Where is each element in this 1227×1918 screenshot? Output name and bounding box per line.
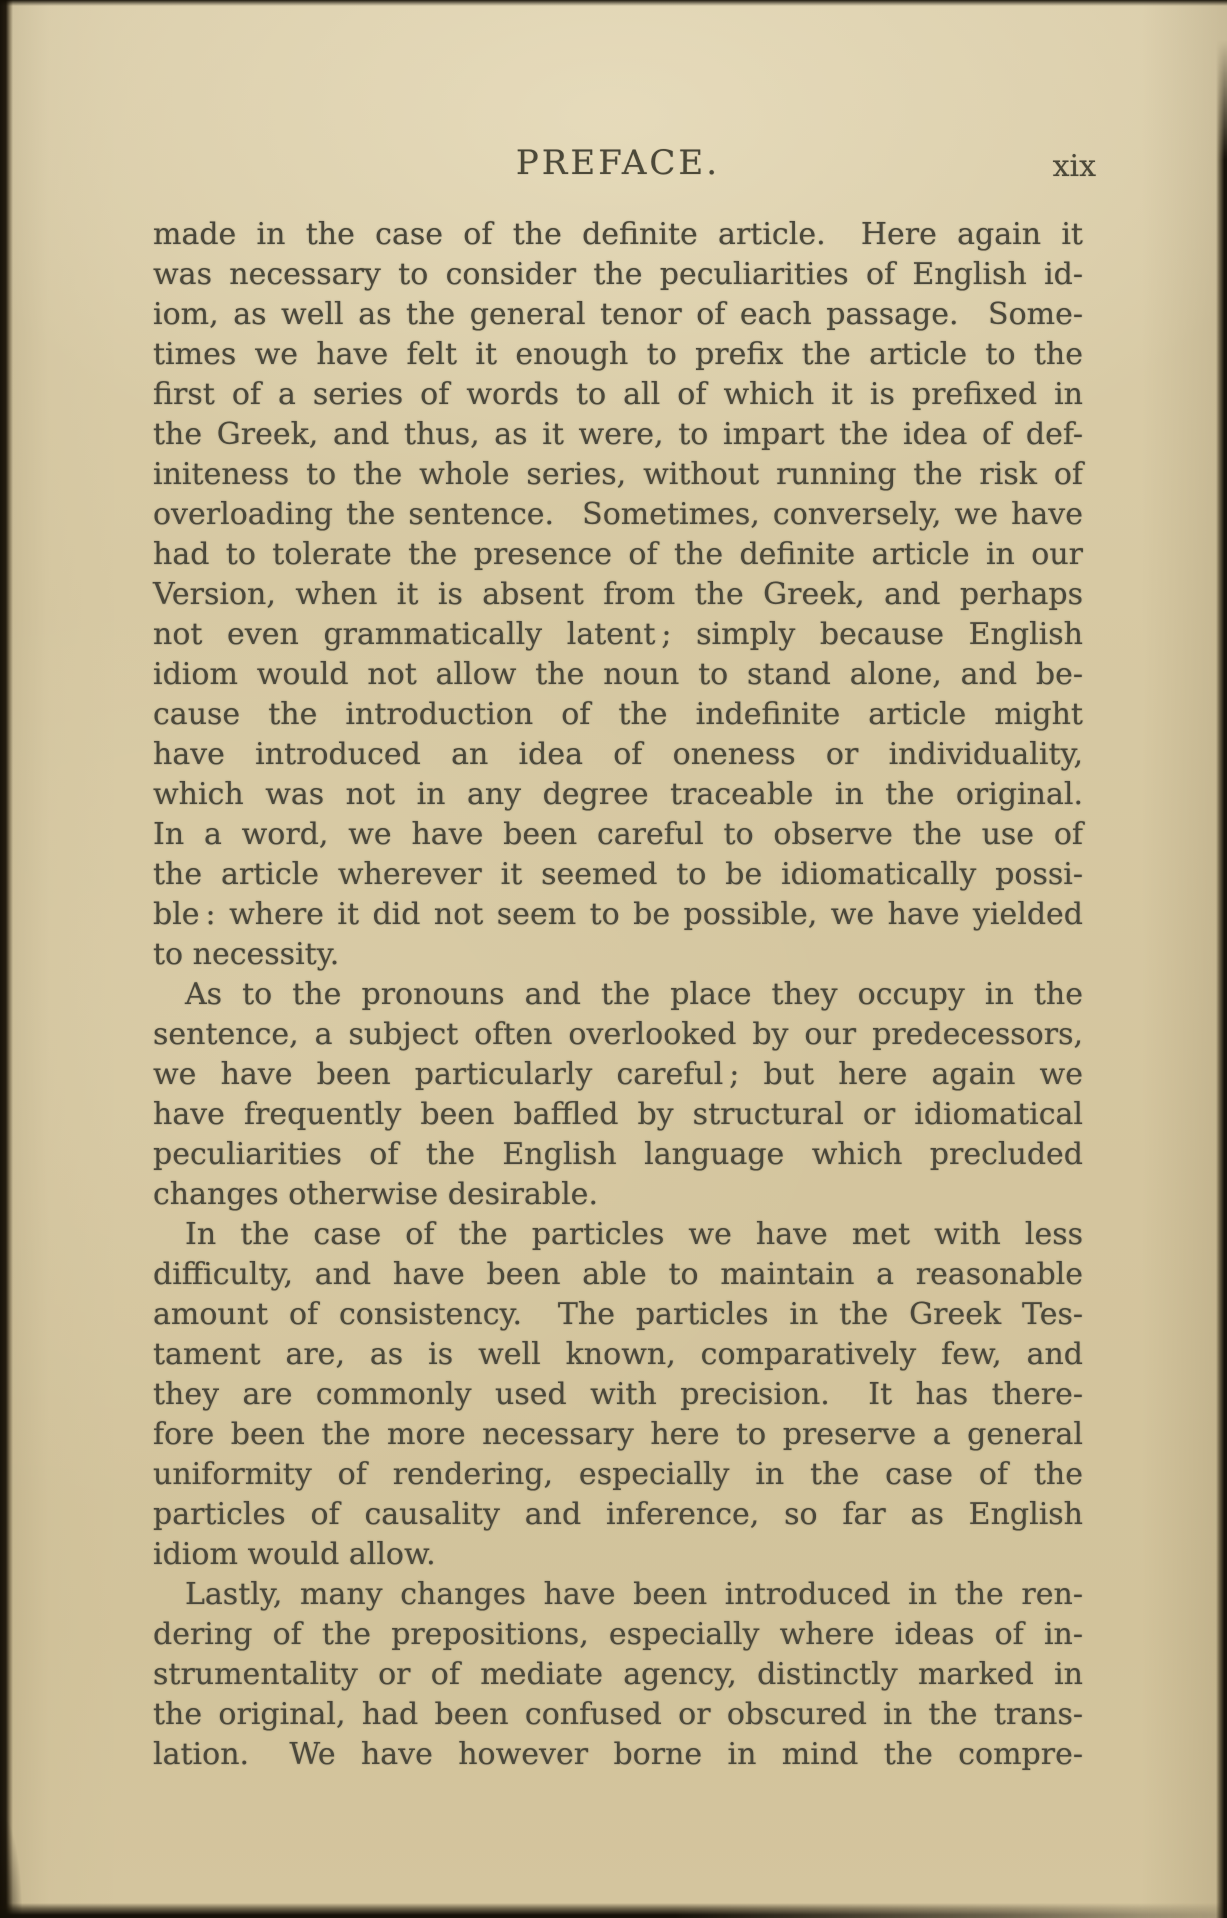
text-line: amount of consistency. The particles in the Greek Tes- [153, 1297, 1083, 1332]
scan-edge-top [0, 0, 1227, 6]
text-line: Version, when it is absent from the Greek, and perhaps [153, 577, 1083, 612]
text-line: lation. We have however borne in mind the compre- [153, 1737, 1083, 1772]
text-line: idiom would allow. [153, 1537, 436, 1572]
text-line: had to tolerate the presence of the definite article in our [153, 537, 1083, 572]
page-number: xix [1052, 149, 1096, 184]
text-line: uniformity of rendering, especially in the case of the [153, 1457, 1083, 1492]
text-line: the original, had been confused or obscured in the trans- [153, 1697, 1083, 1732]
text-line: initeness to the whole series, without running the risk of [153, 457, 1083, 492]
text-line: cause the introduction of the indefinite article might [153, 697, 1083, 732]
scan-edge-bottom [0, 1903, 1227, 1918]
text-line: to necessity. [153, 937, 340, 972]
text-line: not even grammatically latent ; simply because English [153, 617, 1083, 652]
text-line: In the case of the particles we have met with less [185, 1217, 1083, 1252]
text-block [153, 215, 1083, 1775]
text-line: particles of causality and inference, so far as English [153, 1497, 1083, 1532]
text-line: In a word, we have been careful to observe the use of [153, 817, 1083, 852]
text-line: sentence, a subject often overlooked by our predecessors, [153, 1017, 1083, 1052]
scan-corner-bottom-left [0, 1778, 30, 1918]
text-line: fore been the more necessary here to preserve a general [153, 1417, 1083, 1452]
text-line: the Greek, and thus, as it were, to impart the idea of def- [153, 417, 1083, 452]
text-line: first of a series of words to all of which it is prefixed in [153, 377, 1083, 412]
text-line: which was not in any degree traceable in the original. [153, 777, 1083, 812]
text-line: Lastly, many changes have been introduced in the ren- [185, 1577, 1083, 1612]
text-line: idiom would not allow the noun to stand alone, and be- [153, 657, 1083, 692]
text-line: iom, as well as the general tenor of each passage. Some- [153, 297, 1083, 332]
text-line: As to the pronouns and the place they occupy in the [185, 977, 1083, 1012]
text-line: overloading the sentence. Sometimes, conversely, we have [153, 497, 1083, 532]
text-line: difficulty, and have been able to maintain a reasonable [153, 1257, 1083, 1292]
text-line: times we have felt it enough to prefix the article to the [153, 337, 1083, 372]
text-line: ble : where it did not seem to be possible, we have yielded [153, 897, 1083, 932]
scan-edge-left [0, 0, 13, 1918]
scan-edge-right [1216, 40, 1227, 1918]
text-line: changes otherwise desirable. [153, 1177, 598, 1212]
text-line: they are commonly used with precision. It has there- [153, 1377, 1083, 1412]
text-line: made in the case of the definite article. Here again it [153, 217, 1083, 252]
text-line: dering of the prepositions, especially where ideas of in- [153, 1617, 1083, 1652]
text-line: strumentality or of mediate agency, distinctly marked in [153, 1657, 1083, 1692]
text-line: the article wherever it seemed to be idiomatically possi- [153, 857, 1083, 892]
text-line: have frequently been baffled by structural or idiomatical [153, 1097, 1083, 1132]
text-line: peculiarities of the English language which precluded [153, 1137, 1083, 1172]
text-line: have introduced an idea of oneness or individuality, [153, 737, 1083, 772]
text-line: tament are, as is well known, comparatively few, and [153, 1337, 1083, 1372]
text-line: was necessary to consider the peculiarities of English id- [153, 257, 1083, 292]
page-title: PREFACE. [515, 143, 721, 183]
text-line: we have been particularly careful ; but here again we [153, 1057, 1083, 1092]
